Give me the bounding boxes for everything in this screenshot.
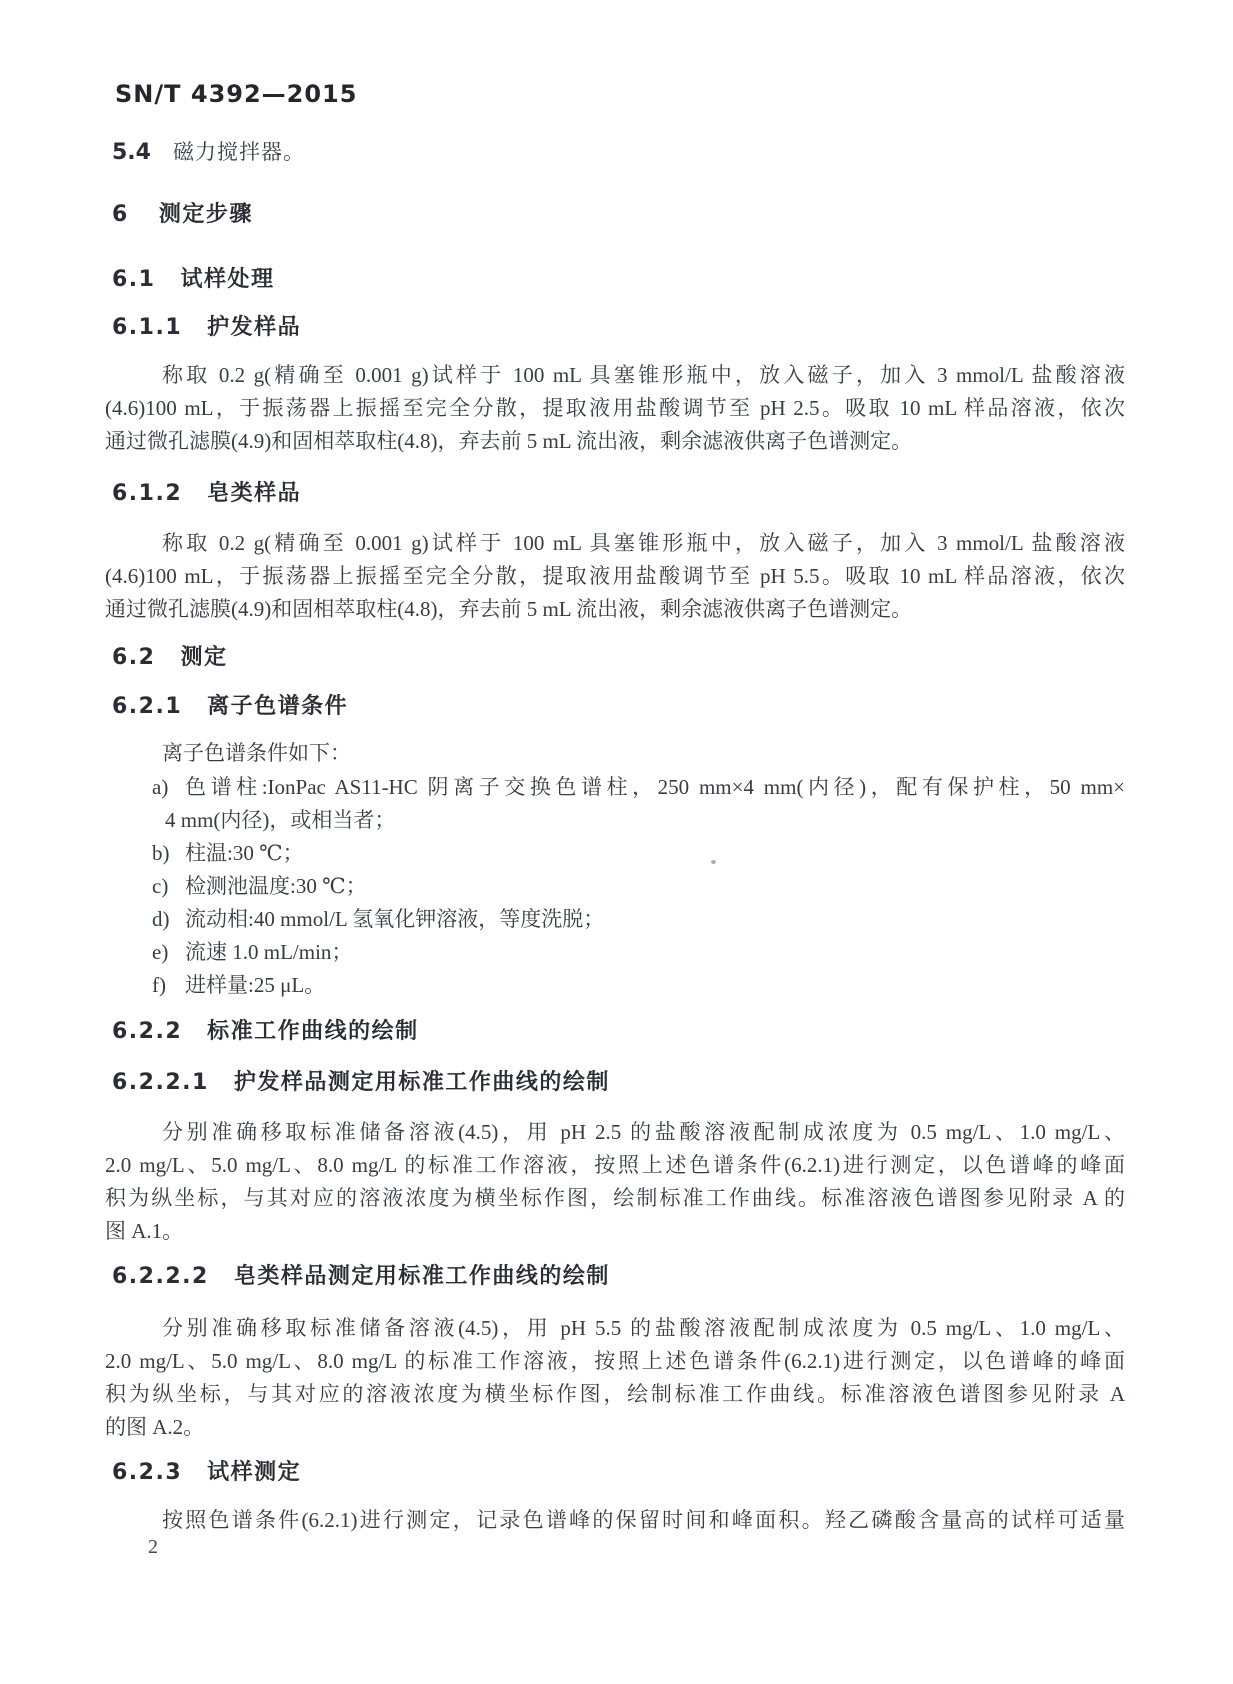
paragraph-line: 离子色谱条件如下：: [162, 741, 351, 765]
paragraph-line: 分别准确移取标准储备溶液(4.5)，用 pH 5.5 的盐酸溶液配制成浓度为 0.5 mg/L、1.0 mg/L、: [162, 1316, 1125, 1340]
section-title: 皂类样品: [207, 481, 302, 506]
section-number: 6.1: [112, 267, 156, 292]
scan-speckle-dot: [711, 860, 716, 864]
list-item: e) 流速 1.0 mL/min；: [105, 936, 1125, 969]
paragraph-line: 的图 A.2。: [105, 1415, 205, 1439]
section-heading: [105, 643, 1125, 673]
condition-list: [105, 771, 1125, 1002]
section-heading: [105, 692, 1125, 722]
paragraph: [105, 1504, 1125, 1537]
section-number: 6.1.1: [112, 315, 183, 340]
list-item: f) 进样量:25 μL。: [105, 969, 1125, 1002]
paragraph-line: 称取 0.2 g(精确至 0.001 g)试样于 100 mL 具塞锥形瓶中，放入磁子，加入 3 mmol/L 盐酸溶液: [162, 531, 1125, 555]
section-number: 6.2.1: [112, 694, 183, 719]
list-item: a) 色谱柱:IonPac AS11-HC 阴离子交换色谱柱，250 mm×4 mm(内径)，配有保护柱，50 mm×: [105, 771, 1125, 804]
section-title: 护发样品测定用标准工作曲线的绘制: [233, 1070, 610, 1095]
paragraph: [105, 1312, 1125, 1444]
section-heading: [105, 1068, 1125, 1098]
paragraph: [105, 737, 1125, 770]
list-item-marker: e): [152, 940, 169, 964]
paragraph: [105, 527, 1125, 626]
doc-code: SN/T 4392—2015: [115, 80, 358, 108]
section-heading: [105, 313, 1125, 343]
paragraph: [105, 1116, 1125, 1248]
section-number: 6.2.3: [112, 1460, 183, 1485]
clause-number: 5.4: [112, 140, 151, 165]
list-item: c) 检测池温度:30 ℃；: [105, 870, 1125, 903]
section-title: 标准工作曲线的绘制: [207, 1019, 419, 1044]
list-item: b) 柱温:30 ℃；: [105, 837, 1125, 870]
paragraph-line: 2.0 mg/L、5.0 mg/L、8.0 mg/L 的标准工作溶液，按照上述色谱条件(6.2.1)进行测定，以色谱峰的峰面: [105, 1153, 1125, 1177]
paragraph-line: (4.6)100 mL，于振荡器上振摇至完全分散，提取液用盐酸调节至 pH 5.5。吸取 10 mL 样品溶液，依次: [105, 564, 1125, 588]
paragraph: [105, 359, 1125, 458]
list-item-marker: c): [152, 874, 169, 898]
list-item-marker: b): [152, 841, 170, 865]
section-heading: [105, 1458, 1125, 1488]
section-title: 测定步骤: [158, 202, 253, 227]
list-item-marker: a): [152, 775, 169, 799]
section-number: 6.2.2: [112, 1019, 183, 1044]
section-heading: [105, 265, 1125, 295]
paragraph-line: 按照色谱条件(6.2.1)进行测定，记录色谱峰的保留时间和峰面积。羟乙磷酸含量高的试样可适量: [162, 1508, 1125, 1532]
clause: [105, 137, 1125, 168]
section-number: 6.1.2: [112, 481, 183, 506]
list-item-marker: f): [152, 973, 166, 997]
paragraph-line: (4.6)100 mL，于振荡器上振摇至完全分散，提取液用盐酸调节至 pH 2.5。吸取 10 mL 样品溶液，依次: [105, 396, 1125, 420]
paragraph-line: 通过微孔滤膜(4.9)和固相萃取柱(4.8)，弃去前 5 mL 流出液，剩余滤液供离子色谱测定。: [105, 597, 913, 621]
paragraph-line: 积为纵坐标，与其对应的溶液浓度为横坐标作图，绘制标准工作曲线。标准溶液色谱图参见附录 A 的: [105, 1186, 1125, 1210]
section-number: 6.2.2.1: [112, 1070, 209, 1095]
list-item-marker: d): [152, 907, 170, 931]
paragraph-line: 通过微孔滤膜(4.9)和固相萃取柱(4.8)，弃去前 5 mL 流出液，剩余滤液供离子色谱测定。: [105, 429, 913, 453]
paragraph-line: 积为纵坐标，与其对应的溶液浓度为横坐标作图，绘制标准工作曲线。标准溶液色谱图参见附录 A: [105, 1382, 1125, 1406]
section-title: 离子色谱条件: [207, 694, 349, 719]
section-title: 护发样品: [207, 315, 302, 340]
section-heading: [105, 200, 1125, 230]
paragraph-line: 分别准确移取标准储备溶液(4.5)，用 pH 2.5 的盐酸溶液配制成浓度为 0.5 mg/L、1.0 mg/L、: [162, 1120, 1125, 1144]
section-heading: [105, 1262, 1125, 1292]
section-title: 试样测定: [207, 1460, 302, 1485]
section-title: 皂类样品测定用标准工作曲线的绘制: [233, 1264, 610, 1289]
section-heading: [105, 1017, 1125, 1047]
section-title: 测定: [180, 645, 228, 670]
list-item: d) 流动相:40 mmol/L 氢氧化钾溶液，等度洗脱；: [105, 903, 1125, 936]
paragraph-line: 称取 0.2 g(精确至 0.001 g)试样于 100 mL 具塞锥形瓶中，放入磁子，加入 3 mmol/L 盐酸溶液: [162, 363, 1125, 387]
page-number: 2: [148, 1536, 158, 1558]
clause-text: 磁力搅拌器。: [172, 140, 305, 164]
section-heading: [105, 479, 1125, 509]
list-item-wrap-line: 4 mm(内径)，或相当者；: [165, 808, 396, 832]
paragraph-line: 2.0 mg/L、5.0 mg/L、8.0 mg/L 的标准工作溶液，按照上述色谱条件(6.2.1)进行测定，以色谱峰的峰面: [105, 1349, 1125, 1373]
section-number: 6.2: [112, 645, 156, 670]
section-title: 试样处理: [180, 267, 275, 292]
section-number: 6: [112, 202, 129, 227]
section-number: 6.2.2.2: [112, 1264, 209, 1289]
paragraph-line: 图 A.1。: [105, 1219, 184, 1243]
